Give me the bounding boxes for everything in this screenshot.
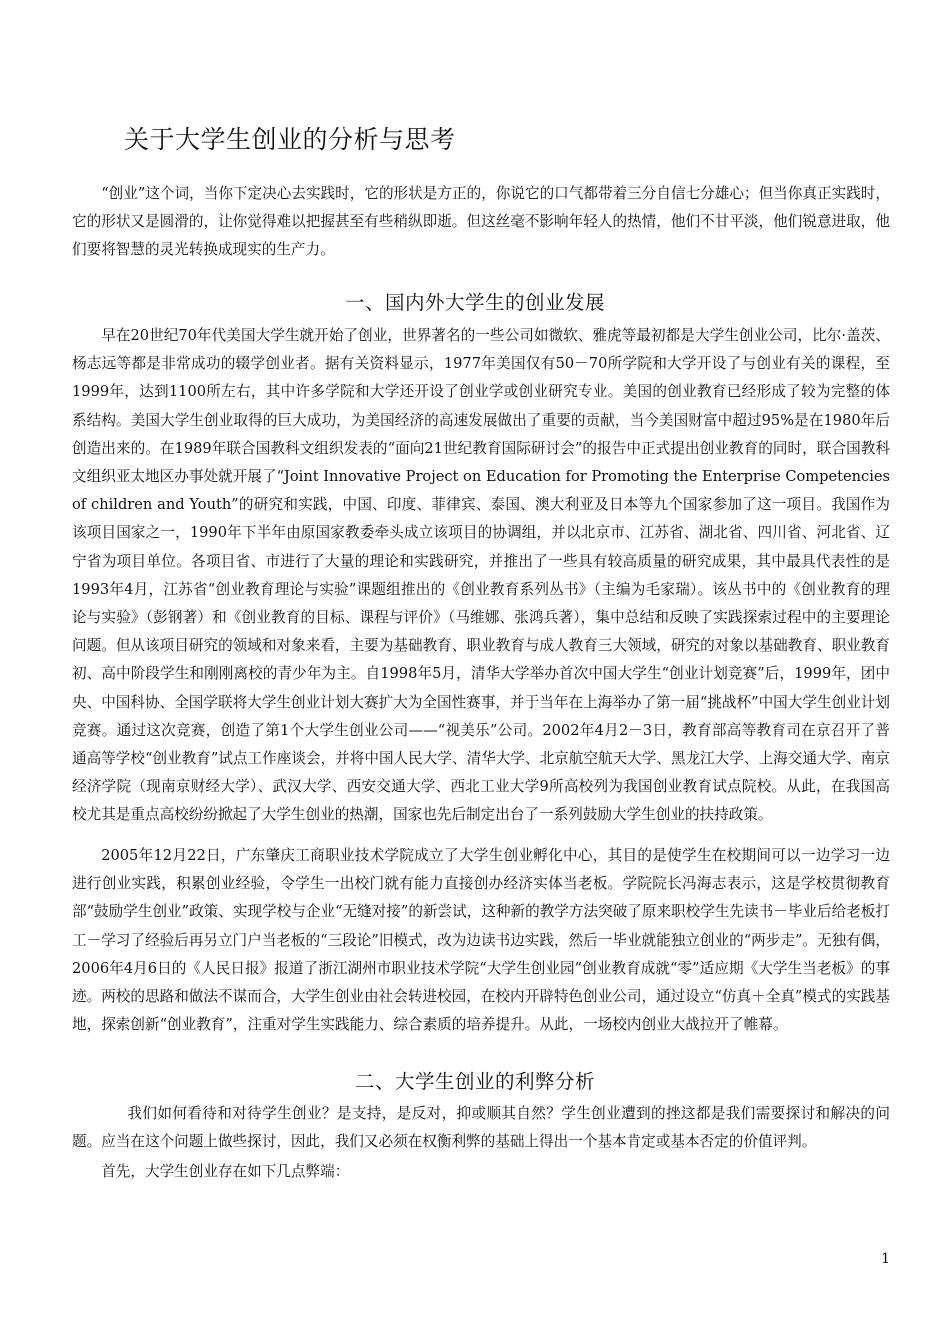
- page-title: 关于大学生创业的分析与思考: [124, 124, 456, 154]
- section2-paragraph-2: 首先，大学生创业存在如下几点弊端：: [101, 1163, 350, 1180]
- section-heading-1: 一、国内外大学生的创业发展: [344, 291, 605, 314]
- section-heading-2: 二、大学生创业的利弊分析: [354, 1070, 595, 1093]
- page-number: 1: [881, 1251, 890, 1267]
- section2-paragraph-1: 我们如何看待和对待学生创业？是支持，是反对，抑或顺其自然？学生创业遭到的挫这都是我们需要探讨和解决的问题。应当在这个问题上做些探讨，因此，我们又必须在权衡利弊的基础上得出一个基本肯定或基本否定的价值评判。: [72, 1105, 890, 1151]
- section1-paragraph-2: 2005年12月22日，广东肇庆工商职业技术学院成立了大学生创业孵化中心，其目的是使学生在校期间可以一边学习一边进行创业实践，积累创业经验，令学生一出校门就有能力直接创办经济实体当老板。学院院长冯海志表示，这是学校贯彻教育部“鼓励学生创业”政策、实现学校与企业“无缝对接”的新尝试，这种新的教学方法突破了原来职校学生先读书－毕业后给老板打工－学习了经验后再另立门户当老板的“三段论”旧模式，改为边读书边实践，然后一毕业就能独立创业的“两步走”。无独有偶，2006年4月6日的《人民日报》报道了浙江湖州市职业技术学院“大学生创业园”创业教育成就“零”适应期《大学生当老板》的事迹。两校的思路和做法不谋而合，大学生创业由社会转进校园，在校内开辟特色创业公司，通过设立“仿真＋全真”模式的实践基地，探索创新“创业教育”，注重对学生实践能力、综合素质的培养提升。从此，一场校内创业大战拉开了帷幕。: [72, 847, 890, 1034]
- intro-paragraph: “创业”这个词，当你下定决心去实践时，它的形状是方正的，你说它的口气都带着三分自信七分雄心；但当你真正实践时，它的形状又是圆滑的，让你觉得难以把握甚至有些稍纵即逝。但这丝毫不影响年轻人的热情，他们不甘平淡，他们锐意进取，他们要将智慧的灵光转换成现实的生产力。: [72, 185, 890, 259]
- section1-paragraph-1: 早在20世纪70年代美国大学生就开始了创业，世界著名的一些公司如微软、雅虎等最初都是大学生创业公司，比尔·盖茨、杨志远等都是非常成功的辍学创业者。据有关资料显示，1977年美国仅有50－70所学院和大学开设了与创业有关的课程，至1999年，达到1100所左右，其中许多学院和大学还开设了创业学或创业研究专业。美国的创业教育已经形成了较为完整的体系结构。美国大学生创业取得的巨大成功，为美国经济的高速发展做出了重要的贡献，当今美国财富中超过95%是在1980年后创造出来的。在1989年联合国教科文组织发表的“面向21世纪教育国际研讨会”的报告中正式提出创业教育的同时，联合国教科文组织亚太地区办事处就开展了“Joint Innovative Project on Education for Promoting the Enterprise Competencies of children and Youth”的研究和实践，中国、印度、菲律宾、泰国、澳大利亚及日本等九个国家参加了这一项目。我国作为该项目国家之一，1990年下半年由原国家教委牵头成立该项目的协调组，并以北京市、江苏省、湖北省、四川省、河北省、辽宁省为项目单位。各项目省、市进行了大量的理论和实践研究，并推出了一些具有较高质量的研究成果，其中最具代表性的是1993年4月，江苏省“创业教育理论与实验”课题组推出的《创业教育系列丛书》（主编为毛家瑞）。该丛书中的《创业教育的理论与实验》（彭钢著）和《创业教育的目标、课程与评价》（马维娜、张鸿兵著），集中总结和反映了实践探索过程中的主要理论问题。但从该项目研究的领域和对象来看，主要为基础教育、职业教育与成人教育三大领域，研究的对象以基础教育、职业教育初、高中阶段学生和刚刚离校的青少年为主。自1998年5月，清华大学举办首次中国大学生“创业计划竞赛”后，1999年，团中央、中国科协、全国学联将大学生创业计划大赛扩大为全国性赛事，并于当年在上海举办了第一届“挑战杯”中国大学生创业计划竞赛。通过这次竞赛，创造了第1个大学生创业公司——“视美乐”公司。2002年4月2－3日，教育部高等教育司在京召开了普通高等学校“创业教育”试点工作座谈会，并将中国人民大学、清华大学、北京航空航天大学、黑龙江大学、上海交通大学、南京经济学院（现南京财经大学）、武汉大学、西安交通大学、西北工业大学9所高校列为我国创业教育试点院校。从此，在我国高校尤其是重点高校纷纷掀起了大学生创业的热潮，国家也先后制定出台了一系列鼓励大学生创业的扶持政策。: [72, 327, 890, 824]
